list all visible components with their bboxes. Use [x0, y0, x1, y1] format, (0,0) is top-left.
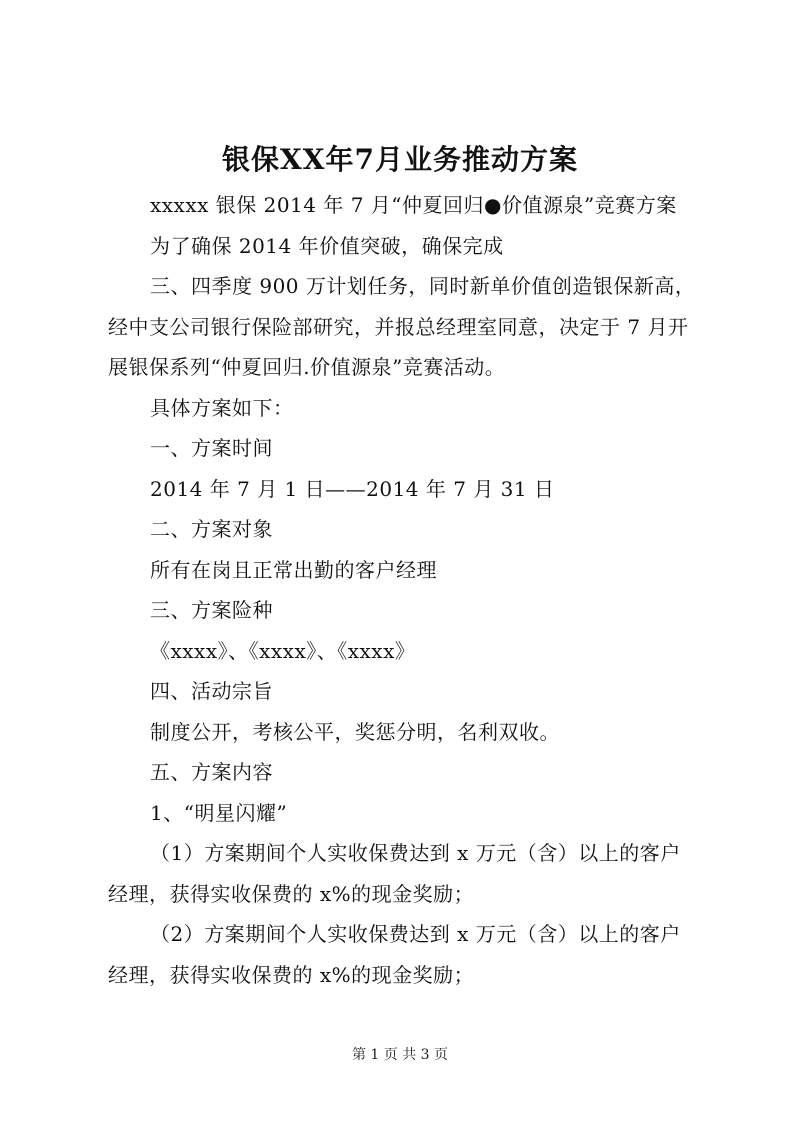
paragraph-line: （1）方案期间个人实收保费达到 x 万元（含）以上的客户: [150, 841, 681, 865]
section-heading: 二、方案对象: [150, 517, 273, 541]
section-heading: 一、方案时间: [150, 436, 273, 460]
paragraph-line: 三、四季度 900 万计划任务，同时新单价值创造银保新高，: [150, 274, 696, 298]
paragraph-line: 经理，获得实收保费的 x%的现金奖励；: [108, 963, 475, 987]
paragraph-line: 经理，获得实收保费的 x%的现金奖励；: [108, 882, 475, 906]
document-title: 银保XX年7月业务推动方案: [222, 143, 578, 176]
paragraph-line: 制度公开，考核公平，奖惩分明，名利双收。: [150, 720, 560, 744]
section-heading: 三、方案险种: [150, 598, 273, 622]
paragraph-line: 展银保系列“仲夏回归.价值源泉”竞赛活动。: [108, 355, 506, 379]
section-heading: 五、方案内容: [150, 760, 273, 784]
paragraph-line: 经中支公司银行保险部研究，并报总经理室同意，决定于 7 月开: [108, 315, 689, 339]
paragraph-line: 《xxxx》、《xxxx》、《xxxx》: [150, 639, 416, 663]
paragraph-line: 具体方案如下：: [150, 396, 294, 420]
subsection-heading: 1、“明星闪耀”: [150, 801, 288, 825]
paragraph-line: （2）方案期间个人实收保费达到 x 万元（含）以上的客户: [150, 922, 681, 946]
paragraph-line: 所有在岗且正常出勤的客户经理: [150, 558, 437, 582]
page-footer: 第 1 页 共 3 页: [351, 1047, 449, 1063]
paragraph-line: xxxxx 银保 2014 年 7 月“仲夏回归●价值源泉”竞赛方案: [150, 193, 677, 217]
paragraph-line: 为了确保 2014 年价值突破，确保完成: [150, 234, 504, 258]
paragraph-line: 2014 年 7 月 1 日——2014 年 7 月 31 日: [150, 477, 555, 501]
section-heading: 四、活动宗旨: [150, 679, 273, 703]
